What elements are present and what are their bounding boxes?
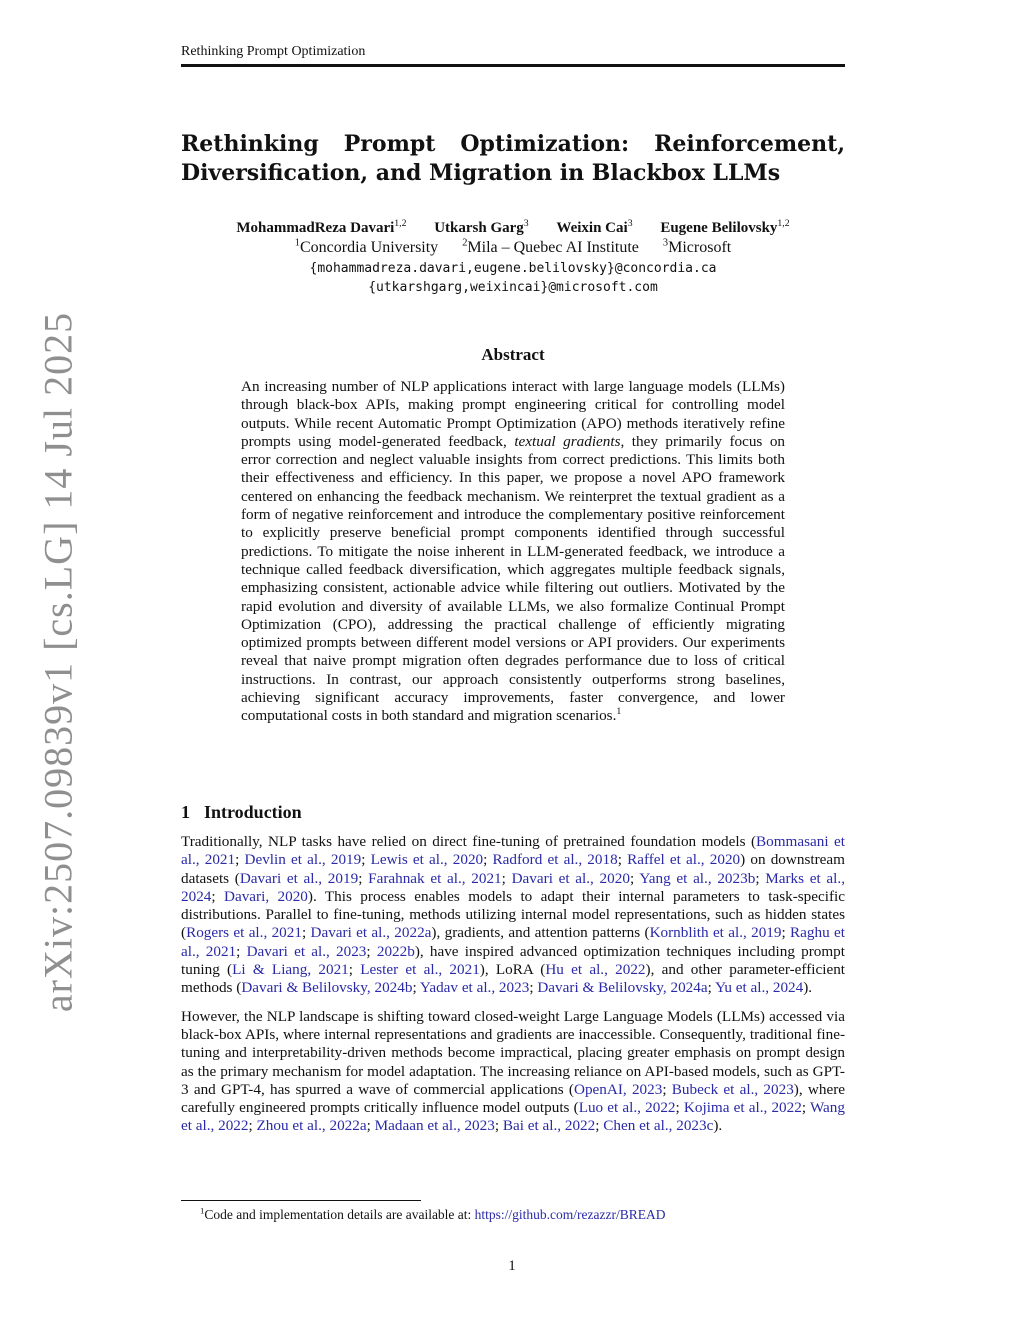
citation-link[interactable]: 2022b: [376, 942, 415, 960]
citation-link[interactable]: Raghu et al., 2021: [181, 924, 845, 960]
footnote: $^1$Code and implementation details are available at: https://github.com/rezazzr/BREAD: [200, 1205, 666, 1222]
citation-link[interactable]: Yang et al., 2023b: [639, 869, 756, 887]
citation-link[interactable]: Raffel et al., 2020: [627, 851, 741, 869]
abstract-emphasis: textual gradients: [514, 432, 621, 450]
affiliation: $^1$Concordia University: [294, 237, 439, 256]
author: Utkarsh Garg$^3$: [434, 218, 529, 236]
running-header: Rethinking Prompt Optimization: [181, 44, 366, 59]
citation-link[interactable]: Kornblith et al., 2019: [649, 924, 782, 942]
citation-link[interactable]: Davari et al., 2020: [511, 869, 630, 887]
header-rule: [181, 64, 845, 67]
email-concordia[interactable]: {mohammadreza.davari,eugene.belilovsky}@concordia.ca: [309, 261, 717, 276]
author: MohammadReza Davari$^{1,2}$: [236, 218, 407, 236]
section-heading: 1 Introduction: [181, 802, 302, 822]
intro-paragraph: However, the NLP landscape is shifting toward closed-weight Large Language Models (LLMs) accessed via black-box APIs, where internal representations and gradients are inaccessible. Consequently, traditional fine-tuning and interpretability-driven methods become impractical, placing greater emphasis on prompt design as the primary mechanism for model adaptation. The increasing reliance on API-based models, such as GPT-3 and GPT-4, has spurred a wave of commercial applications (OpenAI, 2023; Bubeck et al., 2023), where carefully engineered prompts critically influence model outputs (Luo et al., 2022; Kojima et al., 2022; Wang et al., 2022; Zhou et al., 2022a; Madaan et al., 2023; Bai et al., 2022; Chen et al., 2023c).: [181, 1007, 845, 1135]
citation-link[interactable]: Lester et al., 2021: [360, 961, 480, 979]
affiliation: $^2$Mila – Quebec AI Institute: [462, 237, 639, 256]
citation-link[interactable]: Farahnak et al., 2021: [368, 869, 502, 887]
citation-link[interactable]: OpenAI, 2023: [573, 1080, 663, 1098]
citation-link[interactable]: Bubeck et al., 2023: [671, 1080, 794, 1098]
citation-link[interactable]: Kojima et al., 2022: [683, 1099, 802, 1117]
citation-link[interactable]: Marks et al., 2024: [181, 869, 845, 905]
citation-link[interactable]: Bai et al., 2022: [502, 1117, 596, 1135]
citation-link[interactable]: Davari et al., 2023: [246, 942, 367, 960]
footnote-rule: [181, 1200, 421, 1201]
citation-link[interactable]: Li & Liang, 2021: [232, 961, 349, 979]
citation-link[interactable]: Madaan et al., 2023: [374, 1117, 495, 1135]
citation-link[interactable]: Chen et al., 2023c: [603, 1117, 714, 1135]
introduction-body: [181, 833, 845, 1146]
citation-link[interactable]: Hu et al., 2022: [545, 961, 646, 979]
affiliation: $^3$Microsoft: [662, 237, 732, 256]
abstract-text: An increasing number of NLP applications interact with large language models (LLMs) through black-box APIs, making prompt engineering critical for controlling model outputs. While recent Automatic Prompt Optimization (APO) methods iteratively refine prompts using model-generated feedback, textual gradients, they primarily focus on error correction and neglect valuable insights from correct predictions. This limits both their effectiveness and efficiency. In this paper, we propose a novel APO framework centered on enhancing the feedback mechanism. We reinterpret the textual gradient as a form of negative reinforcement and introduce the complementary positive reinforcement to explicitly preserve beneficial prompt components identified through successful predictions. To mitigate the noise inherent in LLM-generated feedback, we introduce a technique called feedback diversification, which aggregates multiple feedback signals, emphasizing consistent, actionable advice while filtering out outliers. Motivated by the rapid evolution and diversity of available LLMs, we also formalize Continual Prompt Optimization (CPO), addressing the practical challenge of efficiently migrating optimized prompts between different model versions or API providers. Our experiments reveal that naive prompt migration often degrades performance due to loss of critical instructions. In contrast, our approach consistently outperforms strong baselines, achieving significant accuracy improvements, faster convergence, and lower computational costs in both standard and migration scenarios.$^1$: [241, 378, 786, 725]
page-number: 1: [508, 1258, 516, 1274]
citation-link[interactable]: Davari et al., 2019: [239, 869, 359, 887]
citation-link[interactable]: Radford et al., 2018: [492, 851, 618, 869]
citation-link[interactable]: Devlin et al., 2019: [244, 851, 362, 869]
intro-paragraph: Traditionally, NLP tasks have relied on direct fine-tuning of pretrained foundation models (Bommasani et al., 2021; Devlin et al., 2019; Lewis et al., 2020; Radford et al., 2018; Raffel et al., 2020) on downstream datasets (Davari et al., 2019; Farahnak et al., 2021; Davari et al., 2020; Yang et al., 2023b; Marks et al., 2024; Davari, 2020). This process enables models to adapt their internal parameters to task-specific distributions. Parallel to fine-tuning, methods utilizing internal model representations, such as hidden states (Rogers et al., 2021; Davari et al., 2022a), gradients, and attention patterns (Kornblith et al., 2019; Raghu et al., 2021; Davari et al., 2023; 2022b), have inspired advanced optimization techniques including prompt tuning (Li & Liang, 2021; Lester et al., 2021), LoRA (Hu et al., 2022), and other parameter-efficient methods (Davari & Belilovsky, 2024b; Yadav et al., 2023; Davari & Belilovsky, 2024a; Yu et al., 2024).: [181, 833, 846, 997]
citation-link[interactable]: Zhou et al., 2022a: [256, 1117, 367, 1135]
affiliation-list: [181, 239, 845, 257]
footnote-mark[interactable]: 1: [616, 706, 622, 718]
arxiv-identifier: arXiv:2507.09839v1 [cs.LG] 14 Jul 2025: [35, 311, 81, 1013]
author: Weixin Cai$^3$: [556, 218, 633, 236]
citation-link[interactable]: Bommasani et al., 2021: [181, 833, 845, 869]
email-microsoft[interactable]: {utkarshgarg,weixincai}@microsoft.com: [368, 280, 658, 295]
citation-link[interactable]: Davari et al., 2022a: [310, 924, 432, 942]
author-list: [181, 220, 845, 237]
citation-link[interactable]: Yadav et al., 2023: [419, 979, 530, 997]
citation-link[interactable]: Davari & Belilovsky, 2024a: [537, 979, 708, 997]
citation-link[interactable]: Davari & Belilovsky, 2024b: [241, 979, 413, 997]
author-block: [181, 220, 845, 295]
paper-title: Rethinking Prompt Optimization: Reinforcement, Diversification, and Migration in Blackbox LLMs: [181, 131, 845, 186]
citation-link[interactable]: Lewis et al., 2020: [370, 851, 484, 869]
citation-link[interactable]: Rogers et al., 2021: [186, 924, 302, 942]
abstract-heading: Abstract: [481, 345, 545, 364]
github-link[interactable]: https://github.com/rezazzr/BREAD: [474, 1207, 666, 1222]
author: Eugene Belilovsky$^{1,2}$: [660, 218, 790, 236]
citation-link[interactable]: Yu et al., 2024: [715, 979, 804, 997]
citation-link[interactable]: Wang et al., 2022: [181, 1099, 845, 1135]
citation-link[interactable]: Davari, 2020: [224, 887, 308, 905]
citation-link[interactable]: Luo et al., 2022: [578, 1099, 676, 1117]
